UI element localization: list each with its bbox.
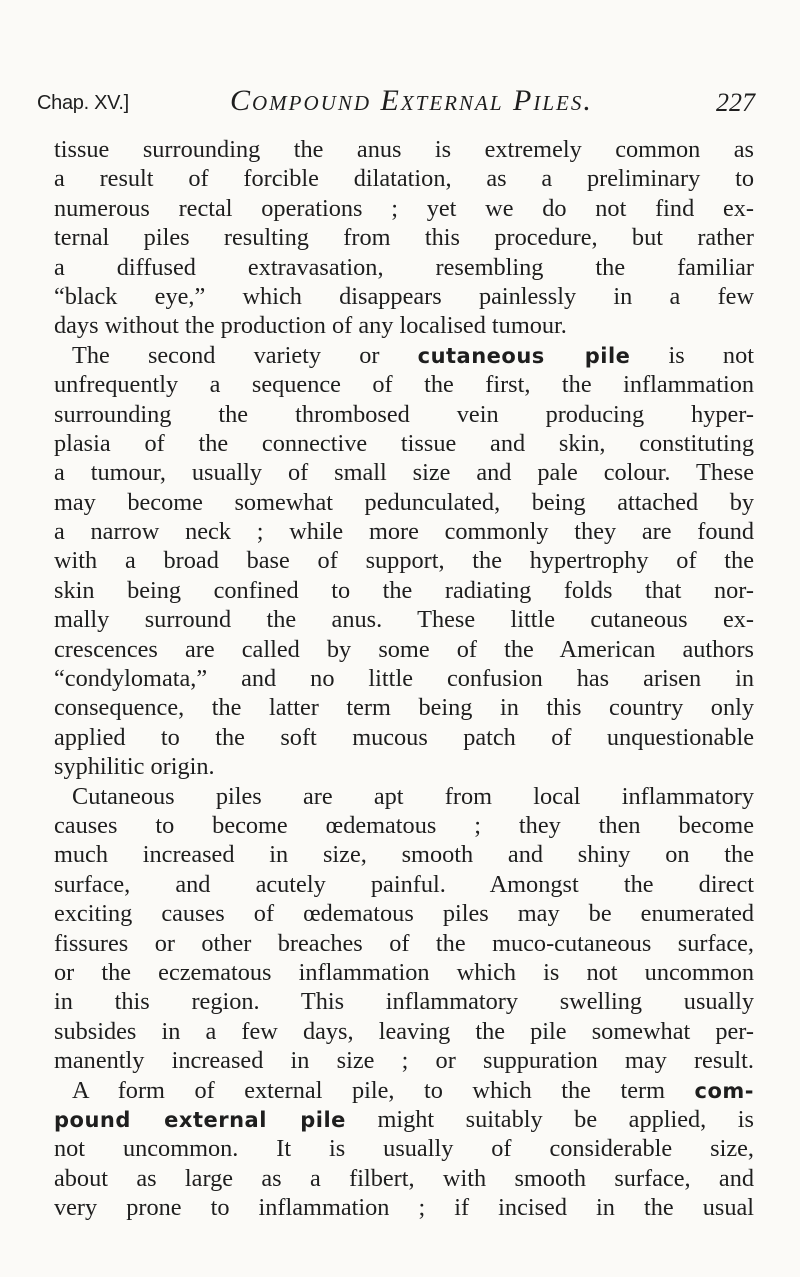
bold-term-compound: com- [694, 1078, 754, 1103]
text-line: surrounding the thrombosed vein producing hyper- [54, 400, 754, 428]
text-line: subsides in a few days, leaving the pile somewhat per- [54, 1017, 754, 1045]
text-line: crescences are called by some of the American authors [54, 635, 754, 663]
text-line: with a broad base of support, the hypertrophy of the [54, 547, 754, 575]
text-line: much increased in size, smooth and shiny on the [54, 841, 754, 869]
text-line [54, 1105, 754, 1134]
text-line: a result of forcible dilatation, as a preliminary to [54, 165, 754, 193]
text-line: consequence, the latter term being in this country only [54, 694, 754, 722]
text-line: unfrequently a sequence of the first, the inflammation [54, 371, 754, 399]
text-line [54, 1076, 754, 1105]
text-line: or the eczematous inflammation which is not uncommon [54, 958, 754, 986]
text-line: may become somewhat pedunculated, being attached by [54, 488, 754, 516]
text-line: surface, and acutely painful. Amongst the direct [54, 870, 754, 898]
text-line: not uncommon. It is usually of considerable size, [54, 1135, 754, 1163]
text-line: tissue surrounding the anus is extremely common as [54, 136, 754, 163]
text-line: about as large as a filbert, with smooth surface, and [54, 1164, 754, 1192]
text-line: “black eye,” which disappears painlessly in a few [54, 282, 754, 310]
bold-term-cutaneous-pile: cutaneous pile [417, 343, 631, 368]
text-line: plasia of the connective tissue and skin, constituting [54, 429, 754, 457]
text-line [54, 341, 754, 370]
text-line: exciting causes of œdematous piles may be enumerated [54, 900, 754, 928]
text-line: fissures or other breaches of the muco-cutaneous surface, [54, 929, 754, 957]
text-run: A form of external pile, to which the term [72, 1076, 695, 1104]
text-line: mally surround the anus. These little cutaneous ex- [54, 606, 754, 634]
chapter-label: Chap. XV.] [37, 92, 129, 114]
text-line: ternal piles resulting from this procedure, but rather [54, 224, 754, 252]
text-run: The second variety or [72, 341, 418, 369]
text-line: in this region. This inflammatory swelling usually [54, 988, 754, 1016]
text-line: a narrow neck ; while more commonly they are found [54, 518, 754, 546]
text-line: syphilitic origin. [54, 753, 215, 781]
text-line: “condylomata,” and no little confusion has arisen in [54, 665, 754, 693]
text-line: causes to become œdematous ; they then become [54, 811, 754, 839]
text-run: is not [630, 341, 754, 369]
text-line: skin being confined to the radiating folds that nor- [54, 576, 754, 604]
text-line: applied to the soft mucous patch of unquestionable [54, 723, 754, 751]
text-line: numerous rectal operations ; yet we do not find ex- [54, 194, 754, 222]
text-line: a tumour, usually of small size and pale colour. These [54, 459, 754, 487]
text-line: very prone to inflammation ; if incised in the usual [54, 1194, 754, 1222]
running-header [37, 84, 755, 118]
text-line: Cutaneous piles are apt from local inflammatory [72, 782, 754, 810]
text-line: manently increased in size ; or suppuration may result. [54, 1047, 754, 1075]
body-text [54, 135, 754, 1222]
text-line: days without the production of any localised tumour. [54, 312, 567, 340]
running-title: Compound External Piles. [230, 84, 593, 117]
page-number: 227 [716, 88, 755, 117]
bold-term-compound-external-pile: pound external pile [54, 1107, 346, 1132]
text-line: a diffused extravasation, resembling the familiar [54, 253, 754, 281]
text-run: might suitably be applied, is [345, 1105, 754, 1133]
